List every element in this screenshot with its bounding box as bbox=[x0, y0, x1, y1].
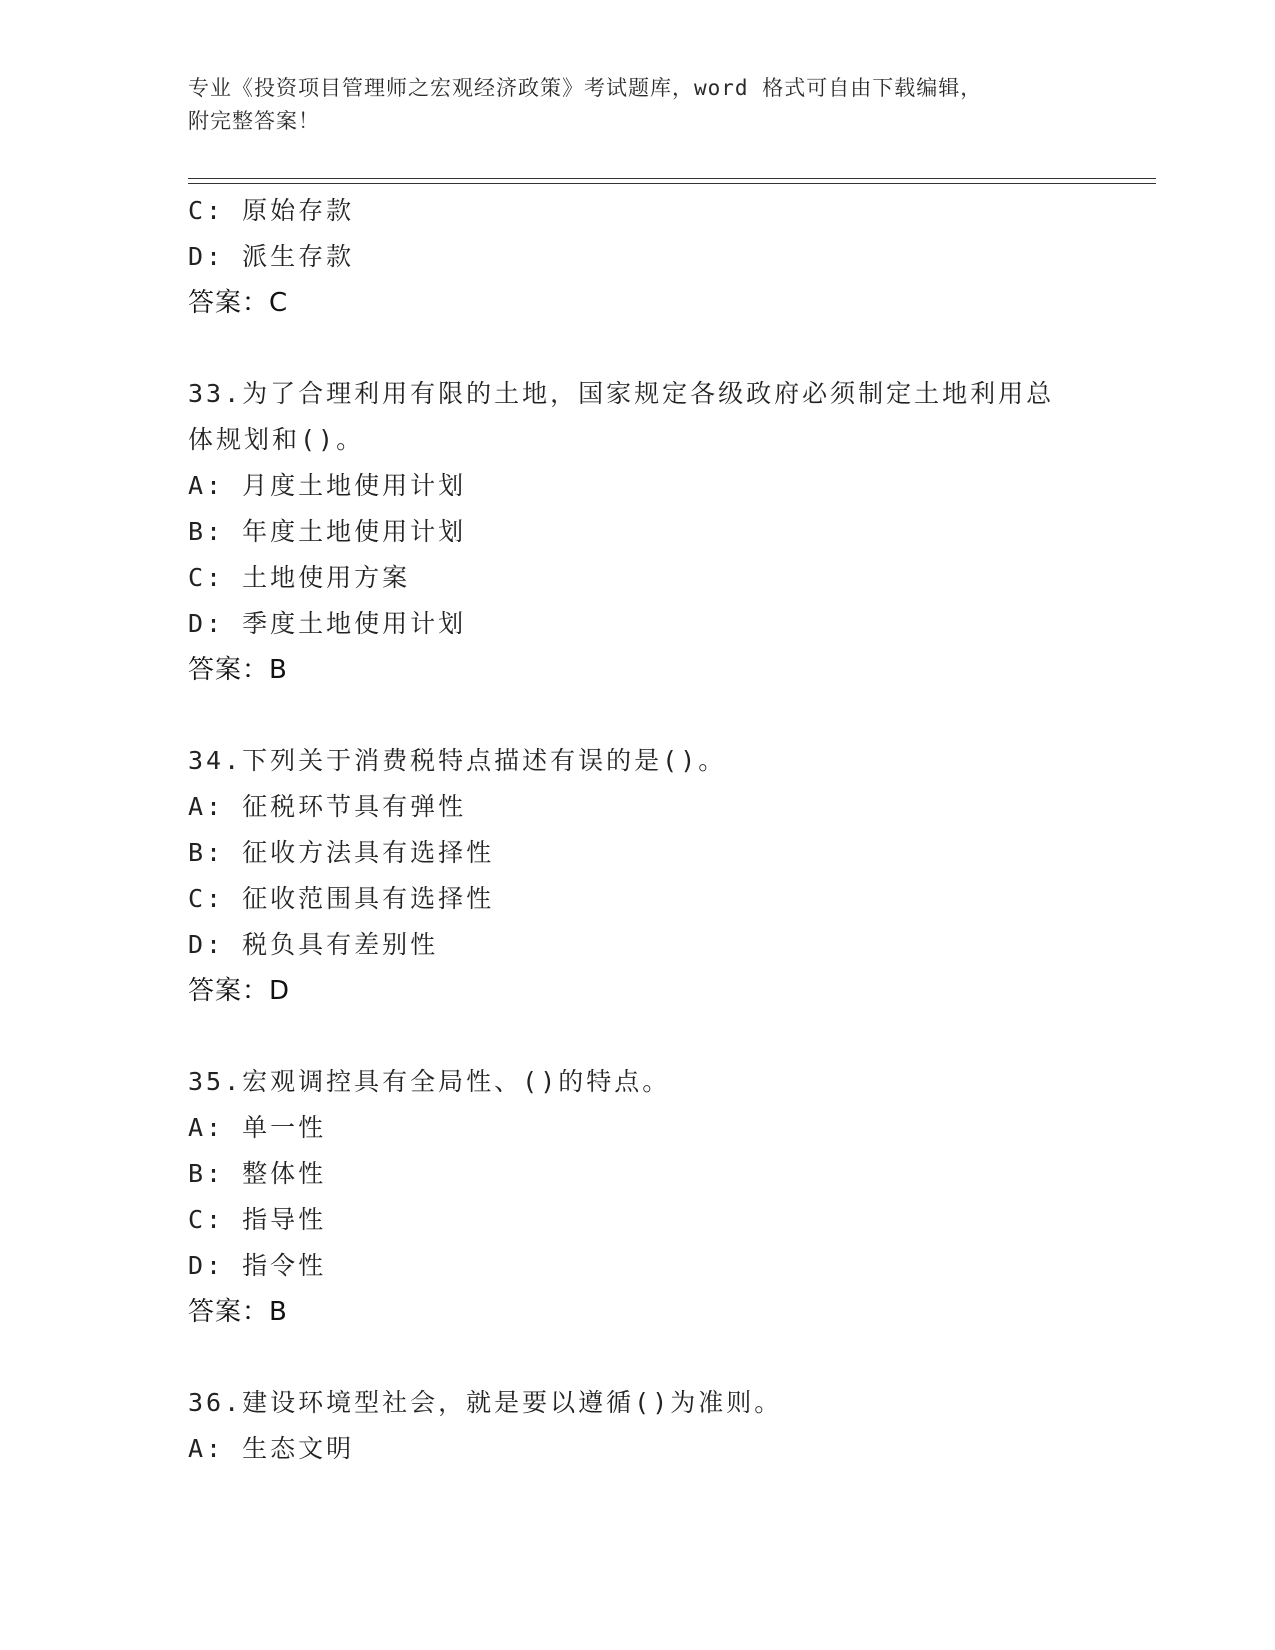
option-label: B: bbox=[188, 517, 225, 546]
answer-line: 答案：C bbox=[188, 288, 289, 318]
option-line bbox=[188, 1426, 1156, 1472]
option-label: C: bbox=[188, 884, 225, 913]
option-line bbox=[188, 1243, 1156, 1289]
answer-line: 答案：B bbox=[188, 655, 288, 685]
question-stem: 33.为了合理利用有限的土地，国家规定各级政府必须制定土地利用总 bbox=[188, 379, 1055, 408]
option-label: C: bbox=[188, 196, 225, 225]
option-line bbox=[188, 601, 1156, 647]
option-label: B: bbox=[188, 838, 225, 867]
option-text: 季度土地使用计划 bbox=[242, 609, 467, 638]
question-stem: 36.建设环境型社会，就是要以遵循()为准则。 bbox=[188, 1388, 783, 1417]
question-34 bbox=[188, 738, 1156, 1014]
option-line bbox=[188, 234, 1156, 280]
option-label: D: bbox=[188, 1251, 225, 1280]
option-text: 生态文明 bbox=[242, 1434, 355, 1463]
question-stem: 35.宏观调控具有全局性、()的特点。 bbox=[188, 1067, 671, 1096]
option-label: B: bbox=[188, 1159, 225, 1188]
option-text: 征收方法具有选择性 bbox=[242, 838, 495, 867]
question-36 bbox=[188, 1380, 1156, 1472]
option-text: 整体性 bbox=[242, 1159, 327, 1188]
option-text: 月度土地使用计划 bbox=[242, 471, 467, 500]
option-line bbox=[188, 876, 1156, 922]
header-line-1: 专业《投资项目管理师之宏观经济政策》考试题库，word 格式可自由下载编辑， bbox=[188, 76, 983, 100]
option-text: 税负具有差别性 bbox=[242, 930, 439, 959]
option-label: A: bbox=[188, 1434, 225, 1463]
option-text: 指令性 bbox=[242, 1251, 327, 1280]
question-33 bbox=[188, 371, 1156, 693]
option-text: 指导性 bbox=[242, 1205, 327, 1234]
option-label: D: bbox=[188, 930, 225, 959]
spacer bbox=[188, 1335, 1156, 1380]
answer-line: 答案：B bbox=[188, 1297, 288, 1327]
document-body bbox=[188, 188, 1156, 1472]
option-label: D: bbox=[188, 242, 225, 271]
question-stem: 34.下列关于消费税特点描述有误的是()。 bbox=[188, 746, 727, 775]
option-line bbox=[188, 922, 1156, 968]
option-label: A: bbox=[188, 792, 225, 821]
option-line bbox=[188, 1105, 1156, 1151]
option-text: 土地使用方案 bbox=[242, 563, 411, 592]
option-line bbox=[188, 509, 1156, 555]
option-label: C: bbox=[188, 563, 225, 592]
spacer bbox=[188, 1014, 1156, 1059]
spacer bbox=[188, 326, 1156, 371]
option-line bbox=[188, 555, 1156, 601]
option-text: 年度土地使用计划 bbox=[242, 517, 467, 546]
option-line bbox=[188, 463, 1156, 509]
option-text: 单一性 bbox=[242, 1113, 327, 1142]
option-label: A: bbox=[188, 1113, 225, 1142]
document-header bbox=[188, 72, 1088, 138]
option-text: 派生存款 bbox=[242, 242, 355, 271]
spacer bbox=[188, 693, 1156, 738]
option-line bbox=[188, 784, 1156, 830]
option-text: 征税环节具有弹性 bbox=[242, 792, 467, 821]
question-stem-continued: 体规划和()。 bbox=[188, 425, 365, 454]
option-line bbox=[188, 188, 1156, 234]
option-line bbox=[188, 830, 1156, 876]
option-label: D: bbox=[188, 609, 225, 638]
option-label: C: bbox=[188, 1205, 225, 1234]
header-line-2: 附完整答案！ bbox=[188, 109, 320, 133]
question-35 bbox=[188, 1059, 1156, 1335]
option-text: 征收范围具有选择性 bbox=[242, 884, 495, 913]
option-line bbox=[188, 1151, 1156, 1197]
header-divider-bottom bbox=[188, 183, 1156, 184]
answer-line: 答案：D bbox=[188, 976, 291, 1006]
option-line bbox=[188, 1197, 1156, 1243]
header-divider-top bbox=[188, 178, 1156, 179]
option-label: A: bbox=[188, 471, 225, 500]
option-text: 原始存款 bbox=[242, 196, 355, 225]
